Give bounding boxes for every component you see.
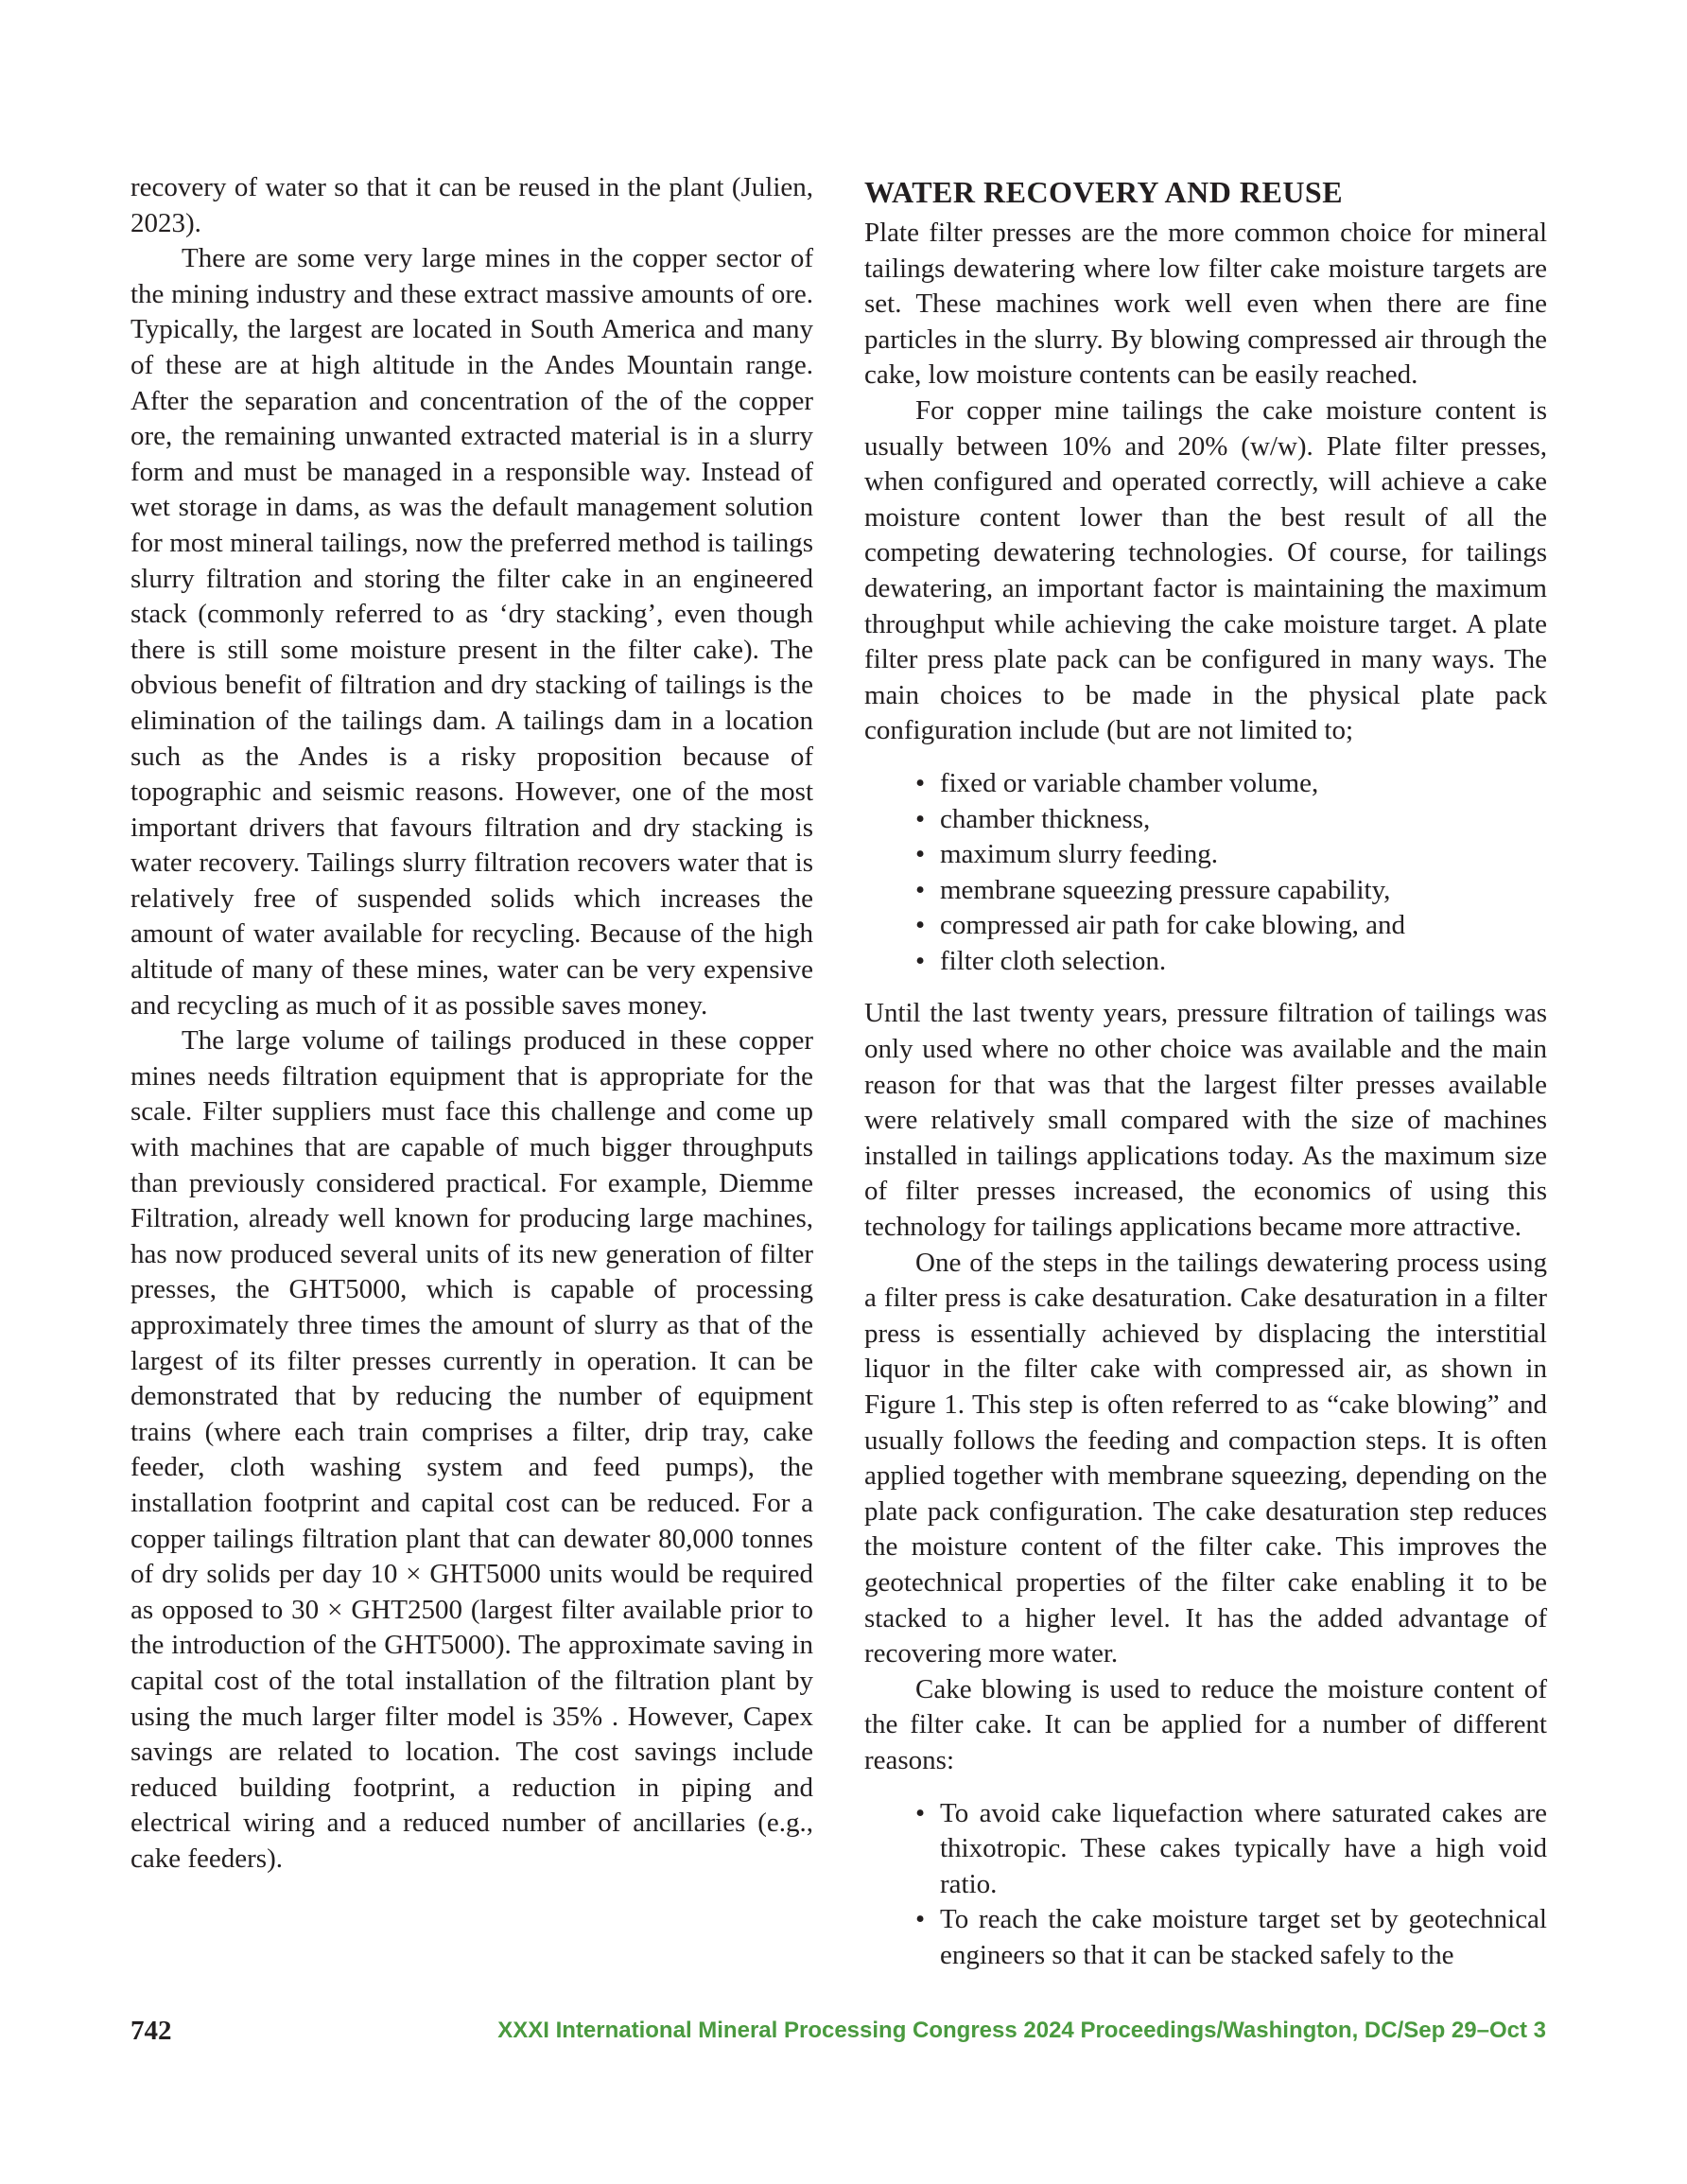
section-heading: WATER RECOVERY AND REUSE	[864, 175, 1344, 209]
list-item: • chamber thickness,	[915, 802, 1547, 838]
paragraph: For copper mine tailings the cake moisture content is usually between 10% and 20% (w/w). Plate filter presses, when configured and operated correctly, will achieve a cake moisture content lower than the best result of all the competing dewatering technologies. Of course, for tailings dewatering, an important factor is maintaining the maximum throughput while achieving the cake moisture target. A plate filter press plate pack can be configured in many ways. The main choices to be made in the physical plate pack configuration include (but are not limited to;	[864, 394, 1547, 746]
paragraph: One of the steps in the tailings dewatering process using a filter press is cake desaturation. Cake desaturation in a filter press is essentially achieved by displacing the interstitial liquor in the filter cake with compressed air, as shown in Figure 1. This step is often referred to as “cake blowing” and usually follows the feeding and compaction steps. It is often applied together with membrane squeezing, depending on the plate pack configuration. The cake desaturation step reduces the moisture content of the filter cake. This improves the geotechnical properties of the filter cake enabling it to be stacked to a higher level. It has the added advantage of recovering more water.	[864, 1247, 1547, 1669]
paragraph: Until the last twenty years, pressure filtration of tailings was only used where no other choice was available and the main reason for that was that the largest filter presses available were relatively small compared with the size of machines installed in tailings applications today. As the maximum size of filter presses increased, the economics of using this technology for tailings applications became more attractive.	[864, 998, 1547, 1243]
paragraph: There are some very large mines in the copper sector of the mining industry and these extract massive amounts of ore. Typically, the largest are located in South America and many of these are at high altitude in the Andes Mountain range. After the separation and concentration of the of the copper ore, the remaining unwanted extracted material is in a slurry form and must be managed in a responsible way. Instead of wet storage in dams, as was the default management solution for most mineral tailings, now the preferred method is tailings slurry filtration and storing the filter cake in an engineered stack (commonly referred to as ‘dry stacking’, even though there is still some moisture present in the filter cake). The obvious benefit of filtration and dry stacking of tailings is the elimination of the tailings dam. A tailings dam in a location such as the Andes is a risky proposition because of topographic and seismic reasons. However, one of the most important drivers that favours filtration and dry stacking is water recovery. Tailings slurry filtration recovers water that is relatively free of suspended solids which increases the amount of water available for recycling. Because of the high altitude of many of these mines, water can be very expensive and recycling as much of it as possible saves money.	[130, 243, 813, 1021]
paragraph: recovery of water so that it can be reused in the plant (Julien, 2023).	[130, 172, 813, 238]
footer-conference-text: XXXI International Mineral Processing Congress 2024 Proceedings/Washington, DC/Sep 29–Oct 3	[497, 2018, 1546, 2043]
list-item: • fixed or variable chamber volume,	[915, 766, 1547, 802]
bullet-list	[864, 1796, 1547, 1974]
list-item: • maximum slurry feeding.	[915, 837, 1547, 873]
right-column	[864, 170, 1547, 1991]
list-item: • To reach the cake moisture target set by geotechnical engineers so that it can be stacked safely to the	[915, 1902, 1547, 1973]
page-number: 742	[130, 2016, 172, 2046]
paragraph: Cake blowing is used to reduce the moisture content of the filter cake. It can be applied for a number of different reasons:	[864, 1673, 1547, 1775]
list-item: • filter cloth selection.	[915, 944, 1547, 980]
list-item: • membrane squeezing pressure capability,	[915, 873, 1547, 909]
paragraph: The large volume of tailings produced in these copper mines needs filtration equipment that is appropriate for the scale. Filter suppliers must face this challenge and come up with machines that are capable of much bigger throughputs than previously considered practical. For example, Diemme Filtration, already well known for producing large machines, has now produced several units of its new generation of filter presses, the GHT5000, which is capable of processing approximately three times the amount of slurry as that of the largest of its filter presses currently in operation. It can be demonstrated that by reducing the number of equipment trains (where each train comprises a filter, drip tray, cake feeder, cloth washing system and feed pumps), the installation footprint and capital cost can be reduced. For a copper tailings filtration plant that can dewater 80,000 tonnes of dry solids per day 10 × GHT5000 units would be required as opposed to 30 × GHT2500 (largest filter available prior to the introduction of the GHT5000). The approximate saving in capital cost of the total installation of the filtration plant by using the much larger filter model is 35% . However, Capex savings are related to location. The cost savings include reduced building footprint, a reduction in piping and electrical wiring and a reduced number of ancillaries (e.g., cake feeders).	[130, 1025, 813, 1874]
left-column	[130, 170, 813, 1878]
list-item: • compressed air path for cake blowing, and	[915, 908, 1547, 944]
paragraph: Plate filter presses are the more common choice for mineral tailings dewatering where low filter cake moisture targets are set. These machines work well even when there are fine particles in the slurry. By blowing compressed air through the cake, low moisture contents can be easily reached.	[864, 218, 1547, 391]
list-item: • To avoid cake liquefaction where saturated cakes are thixotropic. These cakes typically have a high void ratio.	[915, 1796, 1547, 1903]
bullet-list	[864, 766, 1547, 980]
page-footer	[130, 2016, 1546, 2053]
